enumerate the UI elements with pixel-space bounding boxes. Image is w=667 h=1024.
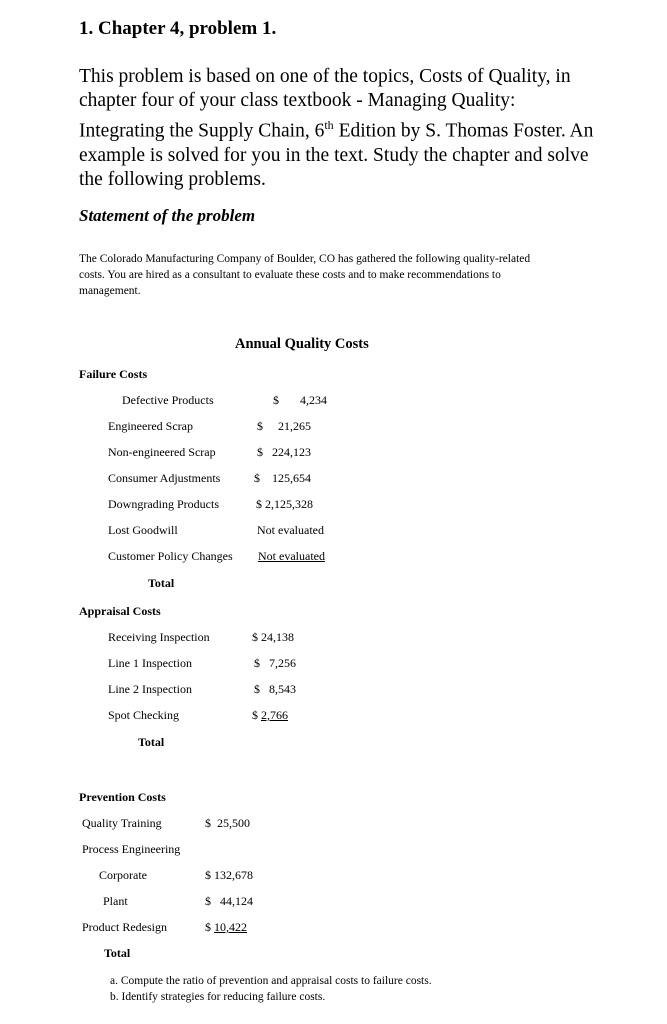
cost-label: Process Engineering xyxy=(82,842,181,856)
cost-value xyxy=(205,920,247,935)
cost-amount: 2,766 xyxy=(261,708,288,722)
cost-label: Line 1 Inspection xyxy=(108,656,192,670)
intro-superscript: th xyxy=(324,118,334,132)
appraisal-total-label: Total xyxy=(138,735,165,749)
cost-label: Product Redesign xyxy=(82,920,167,934)
prevention-total-label: Total xyxy=(104,946,131,960)
cost-value: $ 44,124 xyxy=(205,894,253,908)
cost-value: $ 21,265 xyxy=(257,419,311,433)
currency-symbol: $ xyxy=(205,920,214,934)
prevention-costs-heading: Prevention Costs xyxy=(79,790,166,804)
cost-value: Not evaluated xyxy=(257,523,324,537)
cost-label: Line 2 Inspection xyxy=(108,682,192,696)
problem-heading: 1. Chapter 4, problem 1. xyxy=(79,18,277,39)
appraisal-costs-heading: Appraisal Costs xyxy=(79,604,161,618)
cost-label: Customer Policy Changes xyxy=(108,549,233,563)
cost-label: Non-engineered Scrap xyxy=(108,445,216,459)
cost-value: $ 224,123 xyxy=(257,445,311,459)
failure-total-label: Total xyxy=(148,576,175,590)
cost-label: Corporate xyxy=(99,868,147,882)
cost-value: $ 125,654 xyxy=(254,471,311,485)
failure-costs-heading: Failure Costs xyxy=(79,367,148,381)
task-list xyxy=(110,973,432,1005)
cost-label: Plant xyxy=(103,894,128,908)
task-item: a. Compute the ratio of prevention and appraisal costs to failure costs. xyxy=(110,975,432,987)
currency-symbol: $ xyxy=(252,708,261,722)
intro-paragraph xyxy=(79,65,599,192)
cost-label: Spot Checking xyxy=(108,708,179,722)
intro-text-part2: Edition by S. Thomas Foster. An example is solved for you in the text. Study the chapter and solve the following problems. xyxy=(79,120,594,190)
intro-text-part1: This problem is based on one of the topics, Costs of Quality, in chapter four of your class textbook - Managing Quality: Integrating the Supply Chain, 6 xyxy=(79,66,571,142)
cost-value: $ 24,138 xyxy=(252,630,294,644)
problem-context: The Colorado Manufacturing Company of Boulder, CO has gathered the following quality-related costs. You are hired as a consultant to evaluate these costs and to make recommendations to management. xyxy=(79,253,531,297)
cost-amount: 10,422 xyxy=(214,920,247,934)
cost-label: Defective Products xyxy=(122,393,214,407)
table-title: Annual Quality Costs xyxy=(235,336,369,352)
cost-value: $ 132,678 xyxy=(205,868,253,882)
cost-value: $ 4,234 xyxy=(273,393,327,407)
cost-value: Not evaluated xyxy=(258,549,325,563)
cost-value: $ 2,125,328 xyxy=(256,497,313,511)
cost-label: Receiving Inspection xyxy=(108,630,210,644)
statement-heading: Statement of the problem xyxy=(79,206,256,225)
cost-label: Lost Goodwill xyxy=(108,523,178,537)
cost-value: $ 25,500 xyxy=(205,816,250,830)
cost-label: Downgrading Products xyxy=(108,497,219,511)
cost-label: Quality Training xyxy=(82,816,162,830)
cost-value xyxy=(252,708,288,723)
cost-label: Engineered Scrap xyxy=(108,419,193,433)
cost-value: $ 7,256 xyxy=(254,656,296,670)
task-item: b. Identify strategies for reducing failure costs. xyxy=(110,991,326,1003)
cost-value: $ 8,543 xyxy=(254,682,296,696)
cost-label: Consumer Adjustments xyxy=(108,471,221,485)
